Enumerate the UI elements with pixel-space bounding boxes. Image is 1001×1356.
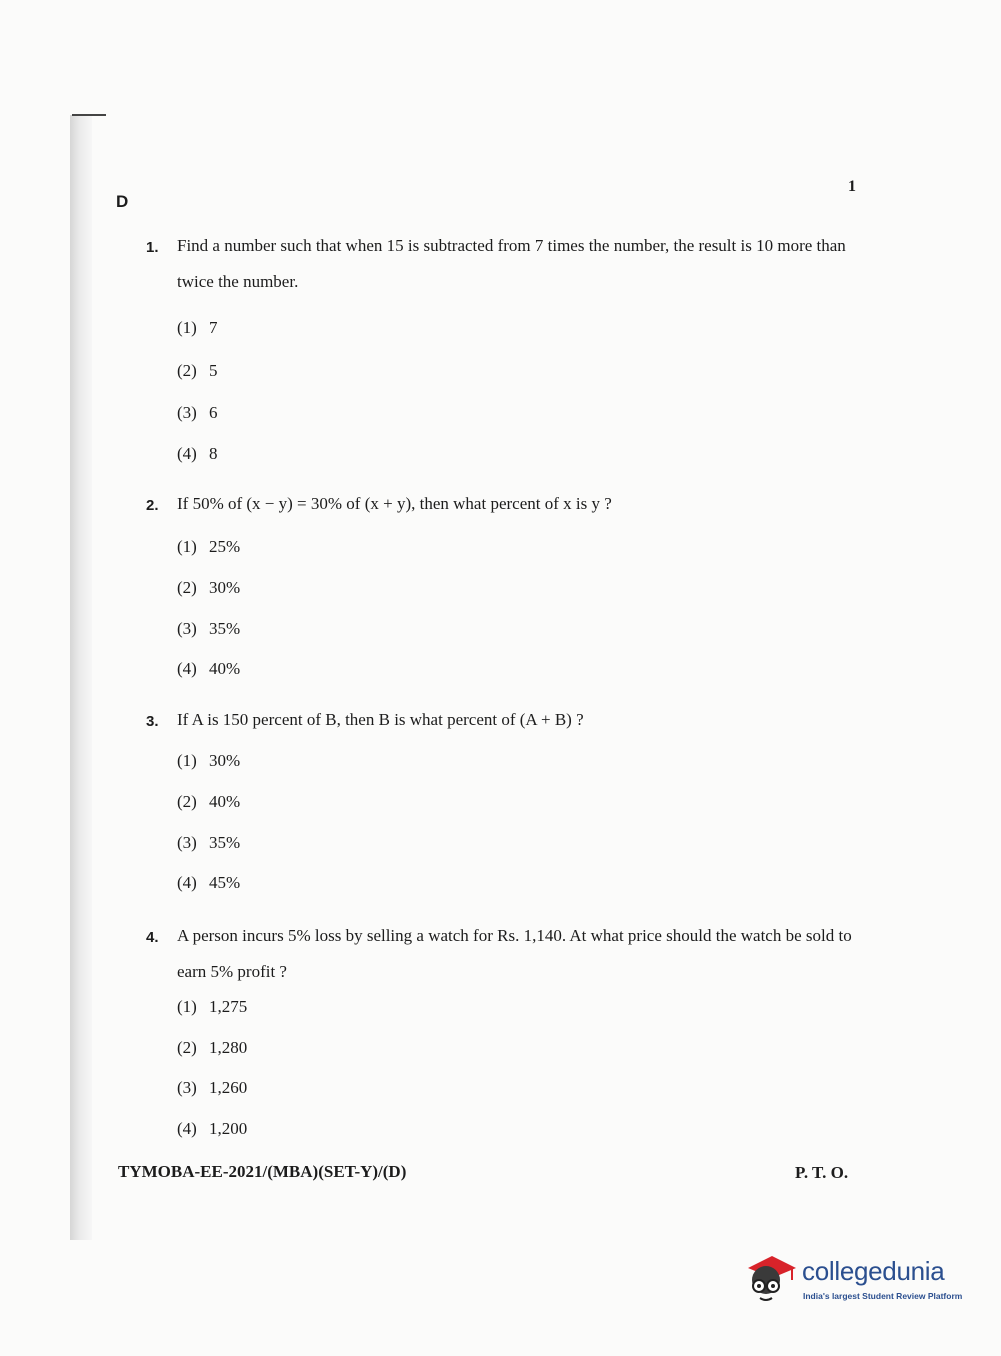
option [177, 318, 218, 338]
option [177, 833, 240, 853]
option [177, 997, 247, 1017]
option [177, 1078, 247, 1098]
option-text: 1,200 [209, 1119, 248, 1138]
question-number: 2. [146, 497, 159, 514]
question-number: 3. [146, 713, 159, 730]
option-number: (2) [177, 361, 197, 380]
option-number: (1) [177, 537, 197, 556]
option-number: (4) [177, 1119, 197, 1138]
option-number: (3) [177, 403, 197, 422]
option [177, 361, 218, 381]
option-number: (3) [177, 619, 197, 638]
question-3 [146, 702, 856, 738]
option-number: (4) [177, 444, 197, 463]
option [177, 619, 240, 639]
option-number: (3) [177, 833, 197, 852]
option-text: 25% [209, 537, 241, 556]
question-number: 4. [146, 929, 159, 946]
option-text: 1,280 [209, 1038, 248, 1057]
option-number: (4) [177, 659, 197, 678]
set-letter: D [116, 192, 129, 211]
option-number: (1) [177, 318, 197, 337]
option [177, 537, 240, 557]
option-number: (2) [177, 792, 197, 811]
collegedunia-tagline: India's largest Student Review Platform [803, 1291, 963, 1301]
option-text: 35% [209, 619, 241, 638]
option-text: 7 [209, 318, 218, 337]
option-text: 5 [209, 361, 218, 380]
option [177, 444, 218, 464]
option [177, 873, 240, 893]
question-text: A person incurs 5% loss by selling a watch for Rs. 1,140. At what price should the watch be sold to earn 5% profit ? [177, 926, 852, 981]
option-number: (1) [177, 751, 197, 770]
option [177, 403, 218, 423]
option [177, 792, 240, 812]
exam-code: TYMOBA-EE-2021/(MBA)(SET-Y)/(D) [118, 1162, 407, 1181]
option-number: (4) [177, 873, 197, 892]
option-text: 45% [209, 873, 241, 892]
question-1 [146, 228, 856, 300]
option [177, 751, 240, 771]
option [177, 578, 240, 598]
option-text: 35% [209, 833, 241, 852]
option-text: 6 [209, 403, 218, 422]
option [177, 1038, 247, 1058]
collegedunia-wordmark: collegedunia [802, 1256, 945, 1286]
scan-edge-line [72, 114, 106, 116]
option-text: 1,275 [209, 997, 248, 1016]
option [177, 659, 240, 679]
question-4 [146, 918, 856, 990]
collegedunia-logo-icon [742, 1250, 798, 1306]
option-text: 1,260 [209, 1078, 248, 1097]
question-text: If A is 150 percent of B, then B is what percent of (A + B) ? [177, 710, 584, 729]
option-number: (1) [177, 997, 197, 1016]
option-text: 8 [209, 444, 218, 463]
option-text: 40% [209, 659, 241, 678]
collegedunia-watermark [742, 1250, 970, 1312]
option-text: 30% [209, 751, 241, 770]
pto-label: P. T. O. [795, 1163, 849, 1182]
option-number: (3) [177, 1078, 197, 1097]
page-number: 1 [848, 178, 856, 195]
option-text: 40% [209, 792, 241, 811]
option [177, 1119, 247, 1139]
question-text: Find a number such that when 15 is subtracted from 7 times the number, the result is 10 more than twice the number. [177, 236, 846, 291]
option-text: 30% [209, 578, 241, 597]
option-number: (2) [177, 578, 197, 597]
question-number: 1. [146, 239, 159, 256]
option-number: (2) [177, 1038, 197, 1057]
scan-edge-shadow [70, 115, 92, 1240]
question-2 [146, 486, 856, 522]
question-text: If 50% of (x − y) = 30% of (x + y), then what percent of x is y ? [177, 494, 612, 513]
